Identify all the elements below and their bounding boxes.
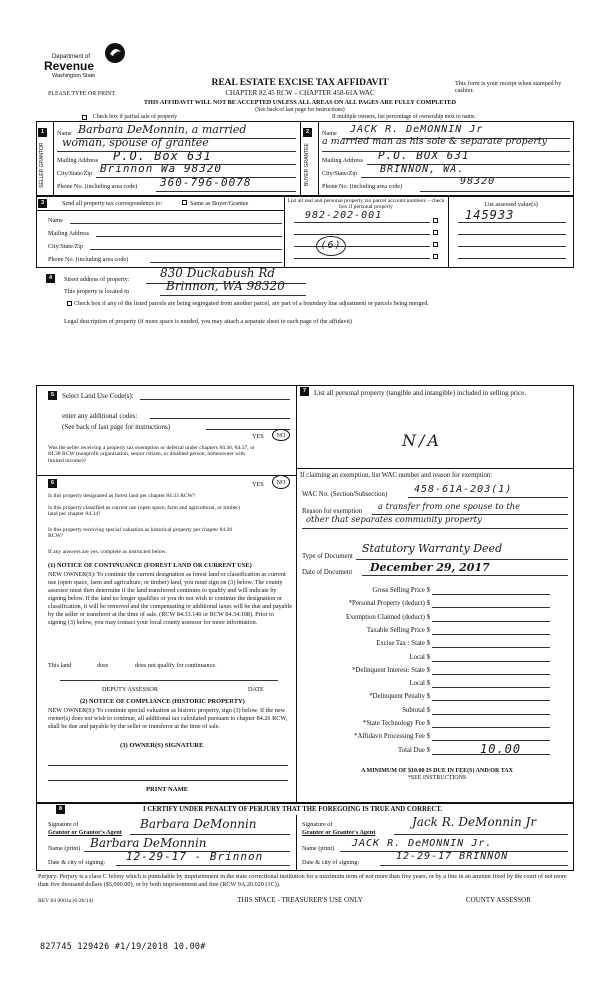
print-name-label: PRINT NAME [146, 786, 189, 793]
street-label: Street address of property: [64, 276, 130, 283]
partial-sale-label: Check box if partial sale of property [93, 114, 178, 120]
legal-description-label: Legal description of property (if more space is needed, you may attach a separate sheet to each page of the affidavit) [64, 318, 352, 325]
reason-line1[interactable]: a transfer from one spouse to the [378, 501, 521, 511]
calc-row-label: Taxable Selling Price $ [366, 626, 430, 634]
notice2-text: NEW OWNER(S): To continue special valuation as historic property, sign (3) below. If the new owner(s) does not wish to continue, all additional tax calculated pursuant to chapter 84.26 RCW, shall be due and payable by the seller or transferor at the time of sale. [48, 707, 288, 730]
buyer-phone-label: Phone No. (including area code) [322, 183, 403, 190]
parcel-1-checkbox[interactable] [433, 218, 438, 223]
dept-line3: Washington State [52, 73, 96, 79]
revenue-swirl-icon [104, 42, 126, 64]
please-type: PLEASE TYPE OR PRINT [48, 91, 116, 97]
parcel-number[interactable]: 982-202-001 [305, 210, 383, 221]
same-as-buyer-label: Same as Buyer/Grantee [190, 200, 249, 207]
buyer-side-label: BUYER GRANTEE [304, 143, 310, 187]
seller-city-label: City/State/Zip [57, 170, 93, 177]
form-chapter: CHAPTER 82.45 RCW – CHAPTER 458-61A WAC [225, 89, 375, 97]
doc-date-label: Date of Document [302, 569, 353, 576]
land-use-label: Select Land Use Code(s): [62, 392, 134, 400]
this-land: This land [48, 662, 72, 669]
calc-row-label: Total Due $ [398, 746, 430, 754]
revenue-logo [44, 42, 134, 80]
wac-label: WAC No. (Section/Subsection) [302, 491, 388, 498]
calc-row-label: *Affidavit Processing Fee $ [354, 733, 430, 741]
section-8-number: 8 [56, 805, 65, 814]
s3-name-label: Name [48, 217, 63, 224]
buyer-mailing-label: Mailing Address [322, 157, 364, 164]
exemption-claim-label: If claiming an exemption, list WAC number and reason for exemption: [300, 472, 493, 479]
seller-name-line2[interactable]: woman, spouse of grantee [62, 136, 209, 149]
s6-yes[interactable]: YES [252, 481, 264, 488]
warning-line: THIS AFFIDAVIT WILL NOT BE ACCEPTED UNLESS ALL AREAS ON ALL PAGES ARE FULLY COMPLETED [143, 99, 457, 106]
parcel-2-checkbox[interactable] [433, 230, 438, 235]
s6-q3: Is this property receiving special valuation as historical property per chapter 84.26 RCW? [48, 527, 233, 540]
buyer-name-line1[interactable]: JACK R. DeMONNIN Jr [350, 124, 484, 135]
section-3-number: 3 [38, 199, 47, 208]
s3-mailing-label: Mailing Address [48, 230, 90, 237]
seller-phone[interactable]: 360-796-0078 [160, 176, 252, 189]
notice1-text: NEW OWNER(S): To continue the current designation as forest land or classification as current use (open space, farm and agriculture, or timber) land, you must sign on (3) below. The county assessor must then determine if the land transferred continues to qualify and will indicate by signing below. If the land no longer qualifies or you do not wish to continue the designation or classification, it will be removed and the compensating or additional taxes will be due and payable by the seller or transferor at the time of sale. (RCW 84.33.140 or RCW 84.34.108). Prior to signing (3) below, you may contact your local county assessor for more information. [48, 571, 292, 626]
grantee-sig-label1: Signature of [302, 821, 333, 828]
personal-property-label: List all personal property (tangible and intangible) included in selling price. [314, 389, 527, 397]
calc-row-value[interactable]: 10.00 [480, 741, 522, 756]
recording-stamp: 827745 129426 #1/19/2018 10.00# [40, 941, 206, 951]
section-6-number: 6 [48, 479, 57, 488]
grantee-date[interactable]: 12-29-17 BRINNON [396, 851, 509, 862]
handwritten-note: (6) [316, 236, 346, 256]
grantor-date[interactable]: 12-29-17 - Brinnon [126, 850, 264, 863]
grantee-date-label: Date & city of signing: [302, 859, 360, 866]
seller-side-label: SELLER GRANTOR [39, 142, 45, 188]
s5-exemption-question: Was the seller receiving a property tax exemption or deferral under chapters 84.36, 84.37, or 84.38 RCW (nonprofit organization, senior citizen, or disabled person, homeowner with limited income)? [48, 445, 255, 464]
section-7-number: 7 [300, 387, 309, 396]
located-label: This property is located in [64, 288, 129, 295]
buyer-city[interactable]: BRINNON, WA. [380, 164, 465, 175]
calc-row-label: Subtotal $ [402, 706, 430, 714]
parcel-3-checkbox[interactable] [433, 242, 438, 247]
segregated-checkbox[interactable] [67, 301, 72, 306]
doc-type[interactable]: Statutory Warranty Deed [362, 542, 503, 555]
additional-codes-label: enter any additional codes: [62, 412, 138, 420]
same-as-buyer-checkbox[interactable] [182, 200, 187, 205]
located-in[interactable]: Brinnon, WA 98320 [166, 279, 285, 293]
assessed-value[interactable]: 145933 [465, 208, 515, 222]
minimum-due: A MINIMUM OF $10.00 IS DUE IN FEE(S) AND/OR TAX [361, 768, 513, 774]
s6-q2: Is this property classified as current use (open space, farm and agricultural, or timber) land per chapter 84.34? [48, 505, 240, 518]
seller-mailing[interactable]: P.O. Box 631 [113, 149, 212, 163]
grantor-sig-label2: Grantor or Grantor's Agent [48, 829, 122, 836]
s3-phone-label: Phone No. (including area code) [48, 256, 129, 263]
certify-statement: I CERTIFY UNDER PENALTY OF PERJURY THAT THE FOREGOING IS TRUE AND CORRECT. [143, 806, 443, 813]
calc-row-label: *Delinquent Interest: State $ [352, 666, 430, 674]
assessed-header: List assessed value(s) [484, 201, 538, 208]
section-4-number: 4 [46, 274, 55, 283]
calc-row-label: Local $ [409, 653, 430, 661]
county-assessor: COUNTY ASSESSOR [466, 896, 531, 904]
calc-row-label: Excise Tax : State $ [376, 640, 430, 648]
parcel-4-checkbox[interactable] [433, 254, 438, 259]
grantor-name-label: Name (print) [48, 845, 81, 852]
doc-type-label: Type of Document [302, 553, 353, 560]
buyer-mailing[interactable]: P.O. BOX 631 [378, 149, 470, 162]
seller-name-label: Name [57, 130, 72, 137]
street-address[interactable]: 830 Duckabush Rd [160, 266, 276, 280]
grantor-name[interactable]: Barbara DeMonnin [90, 836, 207, 850]
section-1-number: 1 [38, 128, 47, 137]
calc-row-label: Gross Selling Price $ [372, 587, 430, 594]
calc-row-label: *State Technology Fee $ [362, 720, 430, 727]
see-back-label: (See back of last page for instructions) [62, 423, 171, 431]
does[interactable]: does [97, 662, 109, 669]
segregated-label: Check box if any of the listed parcels are being segregated from another parcel, are part of a boundary line adjustment or parcels being merged. [74, 300, 429, 307]
s6-q1: Is this property designated as forest land per chapter 84.33 RCW? [48, 493, 196, 499]
rev-number: REV 84 0001a (6/26/14) [38, 898, 94, 904]
deputy-date: DATE [248, 686, 264, 693]
partial-sale-checkbox[interactable] [82, 115, 87, 120]
buyer-city-label: City/State/Zip [322, 170, 358, 177]
deputy-assessor: DEPUTY ASSESSOR [102, 686, 158, 693]
grantor-signature[interactable]: Barbara DeMonnin [140, 817, 257, 831]
reason-line2[interactable]: other that separates community property [306, 514, 482, 524]
section-5-number: 5 [48, 391, 57, 400]
receipt-note: This form is your receipt when stamped by cashier. [455, 80, 562, 95]
grantee-sig-label2: Grantee or Grantee's Agent [302, 829, 376, 836]
send-correspondence-label: Send all property tax correspondence to: [62, 200, 163, 207]
see-instructions: *SEE INSTRUCTIONS [407, 775, 467, 781]
s6-no-circled[interactable]: NO [272, 475, 290, 489]
calc-row-label: *Delinquent Penalty $ [369, 693, 430, 701]
dept-line1: Department of [52, 54, 91, 60]
buyer-phone[interactable]: 98320 [460, 176, 496, 187]
multiple-owners-note: If multiple owners, list percentage of ownership next to name. [332, 114, 477, 120]
treasurer-use: THIS SPACE - TREASURER'S USE ONLY [237, 896, 363, 904]
seller-phone-label: Phone No. (including area code) [57, 183, 138, 190]
grantor-sig-label1: Signature of [48, 821, 79, 828]
calc-row-label: Local $ [409, 680, 430, 688]
s3-city-label: City/State/Zip [48, 243, 84, 250]
personal-property-value[interactable]: N/A [402, 431, 442, 450]
s6-if-yes: If any answers are yes, complete as instructed below. [48, 549, 167, 555]
perjury-notice: Perjury: Perjury is a class C felony which is punishable by imprisonment in the state correctional institution for a maximum term of not more than five years, or by a fine in an amount fixed by the court of not more than five thousand dollars ($5,000.00), or by both imprisonment and fine (RCW 9A.20.020 (1C)). [38, 873, 567, 889]
calc-row-label: Exemption Claimed (deduct) $ [346, 613, 430, 621]
s5-no-circled[interactable]: NO [272, 429, 290, 441]
grantor-date-label: Date & city of signing: [48, 859, 106, 866]
form-title: REAL ESTATE EXCISE TAX AFFIDAVIT [211, 78, 389, 88]
grantee-signature[interactable]: Jack R. DeMonnin Jr [412, 815, 537, 829]
seller-city[interactable]: Brinnon Wa 98320 [100, 162, 222, 175]
see-back-note: (See back of last page for instructions) [255, 107, 345, 113]
buyer-name-label: Name [322, 130, 337, 137]
seller-name-line1[interactable]: Barbara DeMonnin, a married [78, 123, 247, 136]
s5-yes[interactable]: YES [252, 433, 264, 440]
wac-value[interactable]: 458-61A-203(1) [414, 484, 513, 495]
calc-row-label: *Personal Property (deduct) $ [348, 600, 430, 608]
seller-mailing-label: Mailing Address [57, 157, 99, 164]
doc-date[interactable]: December 29, 2017 [370, 561, 490, 574]
owner-signature-label: (3) OWNER(S) SIGNATURE [120, 742, 204, 749]
grantee-name[interactable]: JACK R. DeMONNIN Jr. [352, 838, 493, 849]
reason-label: Reason for exemption [302, 508, 363, 515]
parcel-header: List all real and personal property tax parcel account numbers – check box if personal property [287, 198, 445, 211]
notice1-title: (1) NOTICE OF CONTINUANCE (FOREST LAND OR CURRENT USE) [48, 562, 252, 569]
notice2-title: (2) NOTICE OF COMPLIANCE (HISTORIC PROPERTY) [80, 698, 245, 705]
grantee-name-label: Name (print) [302, 845, 335, 852]
dept-line2: Revenue [44, 59, 95, 73]
buyer-name-line2[interactable]: a married man as his sole & separate property [322, 136, 548, 147]
does-not[interactable]: does not qualify for continuance. [135, 662, 217, 669]
section-2-number: 2 [303, 128, 312, 137]
